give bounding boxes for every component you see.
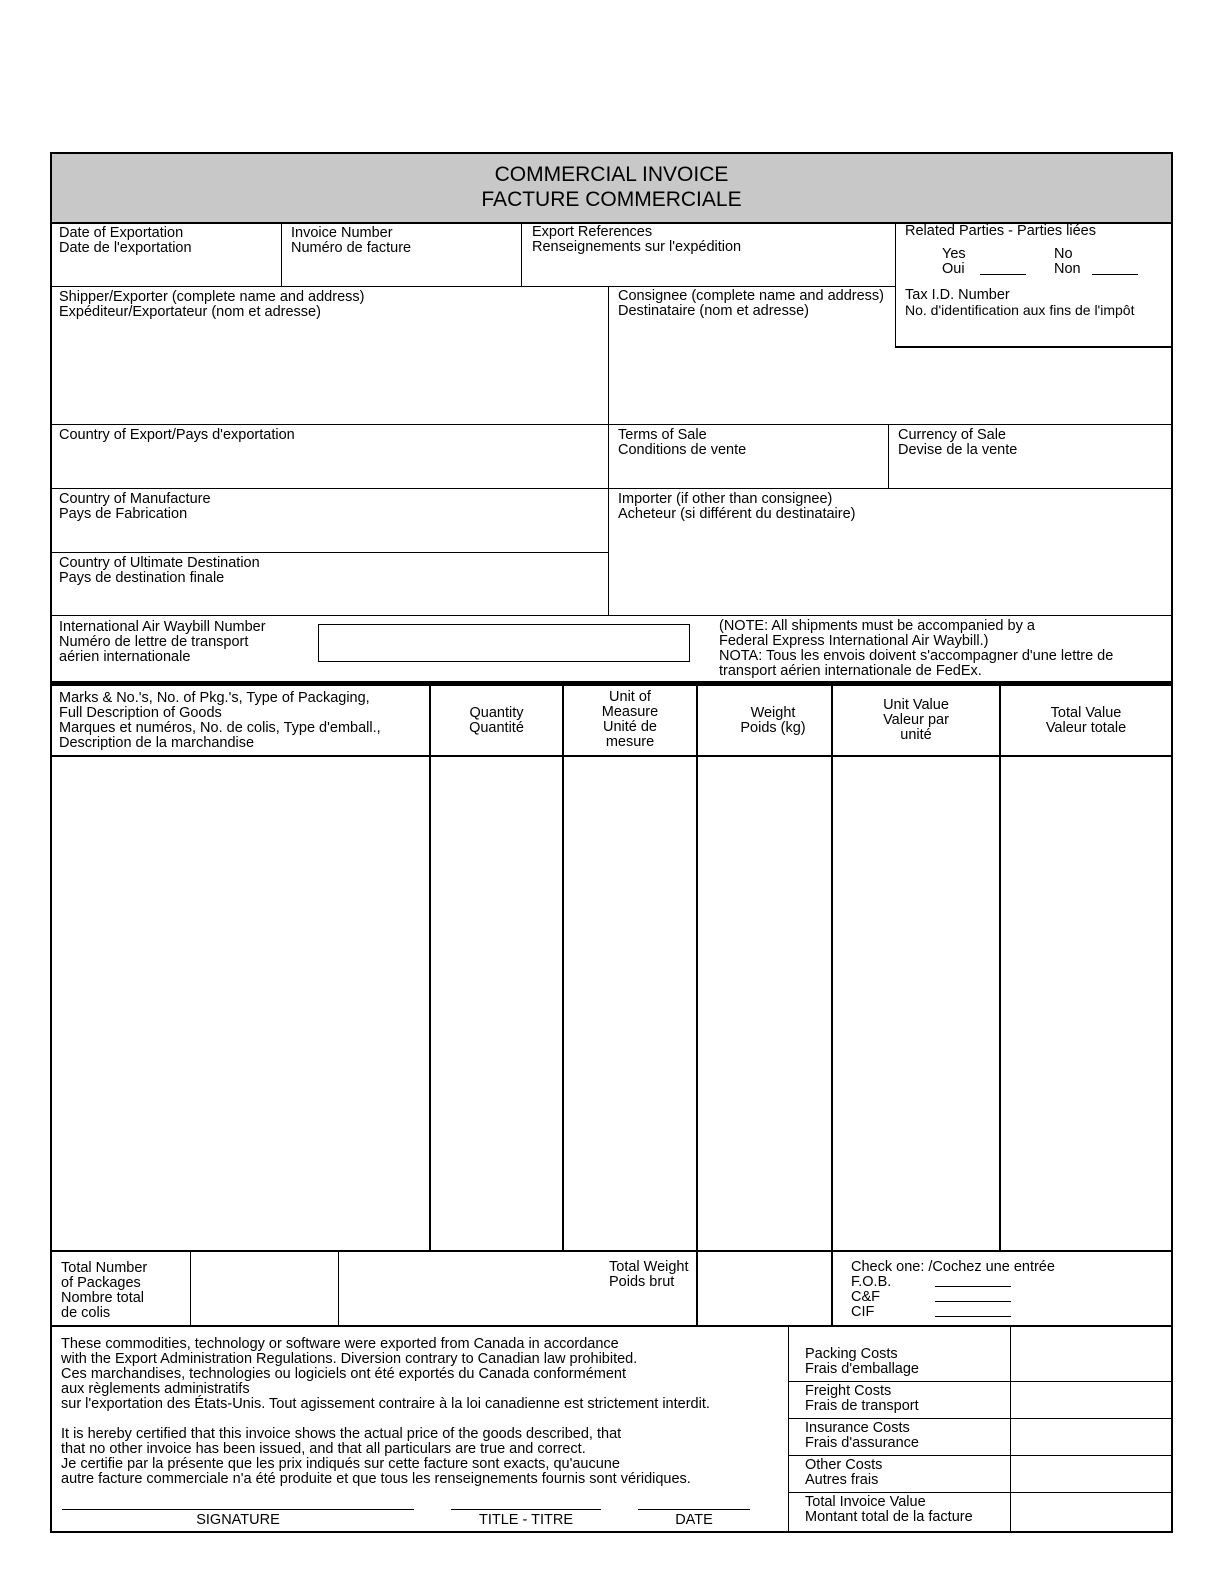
total-packages-input[interactable] xyxy=(191,1252,338,1325)
importer-label-en: Importer (if other than consignee) xyxy=(618,491,833,507)
country-export-label: Country of Export/Pays d'exportation xyxy=(59,427,295,443)
total-invoice-value-label xyxy=(789,1493,1010,1531)
goods-col-description-header xyxy=(52,686,429,755)
desc-header-1: Marks & No.'s, No. of Pkg.'s, Type of Packaging, xyxy=(59,690,370,706)
desc-header-3: Marques et numéros, No. de colis, Type d'emball., xyxy=(59,720,381,736)
country-manufacture-label-en: Country of Manufacture xyxy=(59,491,211,507)
unit-value-header-1: Unit Value xyxy=(883,697,949,713)
goods-col-unit-value-header xyxy=(833,686,999,755)
date-line[interactable] xyxy=(638,1509,750,1510)
fob-checkline[interactable] xyxy=(935,1286,1011,1287)
no-checkline[interactable] xyxy=(1092,274,1138,275)
declaration-p1-4: aux règlements administratifs xyxy=(61,1381,250,1397)
currency-sale-label-fr: Devise de la vente xyxy=(898,442,1018,458)
consignee-label-en: Consignee (complete name and address) xyxy=(618,288,884,304)
goods-col-weight-header xyxy=(698,686,831,755)
unit-header-2: Measure xyxy=(601,704,659,720)
total-weight-input[interactable] xyxy=(698,1252,831,1325)
tax-id-label-fr: No. d'identification aux fins de l'impôt xyxy=(905,302,1135,318)
declaration-p2-1: It is hereby certified that this invoice shows the actual price of the goods described, that xyxy=(61,1426,622,1442)
importer-label-fr: Acheteur (si différent du destinataire) xyxy=(618,506,856,522)
goods-col-quantity-header xyxy=(431,686,562,755)
unit-header-4: mesure xyxy=(605,734,655,750)
cif-checkline[interactable] xyxy=(935,1316,1011,1317)
invoice-number-label-en: Invoice Number xyxy=(291,225,393,241)
total-packages-2: of Packages xyxy=(61,1275,141,1291)
other-costs-fr: Autres frais xyxy=(805,1472,879,1488)
yes-label-fr: Oui xyxy=(942,261,965,277)
waybill-label-2: Numéro de lettre de transport xyxy=(59,634,249,650)
desc-header-2: Full Description of Goods xyxy=(59,705,222,721)
invoice-number-field[interactable] xyxy=(282,224,521,286)
importer-field[interactable] xyxy=(609,489,1171,615)
shipper-exporter-field[interactable] xyxy=(52,287,608,424)
currency-of-sale-field[interactable] xyxy=(889,425,1171,488)
goods-total-value-cell[interactable] xyxy=(1001,757,1171,1250)
declaration-p2-4: autre facture commerciale n'a été produite et que tous les renseignements fournis sont véridiques. xyxy=(61,1471,691,1487)
goods-col-unit-header xyxy=(564,686,696,755)
goods-unit-value-cell[interactable] xyxy=(833,757,999,1250)
unit-header-1: Unit of xyxy=(609,689,651,705)
goods-quantity-cell[interactable] xyxy=(431,757,562,1250)
total-value-header-2: Valeur totale xyxy=(1045,720,1127,736)
insurance-costs-fr: Frais d'assurance xyxy=(805,1435,919,1451)
check-one-label: Check one: /Cochez une entrée xyxy=(851,1259,1055,1275)
declaration-p1-5: sur l'exportation des États-Unis. Tout agissement contraire à la loi canadienne est strictement interdit. xyxy=(61,1396,710,1412)
unit-header-3: Unité de xyxy=(602,719,657,735)
desc-header-4: Description de la marchandise xyxy=(59,735,255,751)
consignee-field[interactable] xyxy=(609,287,895,424)
total-packages-4: de colis xyxy=(61,1305,111,1321)
insurance-costs-en: Insurance Costs xyxy=(805,1420,910,1436)
total-invoice-fr: Montant total de la facture xyxy=(805,1509,973,1525)
waybill-label-3: aérien internationale xyxy=(59,649,191,665)
title-fr: FACTURE COMMERCIALE xyxy=(481,188,742,211)
related-parties-field xyxy=(896,224,1171,284)
country-manufacture-label-fr: Pays de Fabrication xyxy=(59,506,188,522)
freight-costs-input[interactable] xyxy=(1011,1382,1171,1418)
weight-header-2: Poids (kg) xyxy=(740,720,806,736)
export-references-label-en: Export References xyxy=(532,224,653,240)
title-line[interactable] xyxy=(451,1509,601,1510)
title-en: COMMERCIAL INVOICE xyxy=(494,163,729,186)
country-of-export-field[interactable] xyxy=(52,425,608,488)
export-references-label-fr: Renseignements sur l'expédition xyxy=(532,239,742,255)
goods-col-total-value-header xyxy=(1001,686,1171,755)
tax-id-label-en: Tax I.D. Number xyxy=(905,287,1010,303)
packing-costs-label xyxy=(789,1327,1010,1381)
fob-label: F.O.B. xyxy=(851,1274,892,1290)
signature-label: SIGNATURE xyxy=(196,1512,280,1528)
packing-costs-en: Packing Costs xyxy=(805,1346,898,1362)
cf-label: C&F xyxy=(851,1289,880,1305)
country-of-destination-field[interactable] xyxy=(52,553,608,615)
country-destination-label-en: Country of Ultimate Destination xyxy=(59,555,260,571)
signature-line[interactable] xyxy=(62,1509,414,1510)
cf-checkline[interactable] xyxy=(935,1301,1011,1302)
unit-value-header-3: unité xyxy=(900,727,932,743)
no-label-en: No xyxy=(1054,246,1073,262)
freight-costs-en: Freight Costs xyxy=(805,1383,892,1399)
check-one-section xyxy=(833,1252,1171,1325)
declaration-p2-3: Je certifie par la présente que les prix indiqués sur cette facture sont exacts, qu'aucune xyxy=(61,1456,620,1472)
yes-checkline[interactable] xyxy=(980,274,1026,275)
shipper-label-fr: Expéditeur/Exportateur (nom et adresse) xyxy=(59,304,321,320)
waybill-note-1: (NOTE: All shipments must be accompanied by a xyxy=(719,618,1035,634)
freight-costs-label xyxy=(789,1382,1010,1418)
packing-costs-input[interactable] xyxy=(1011,1327,1171,1381)
waybill-note-4: transport aérien internationale de FedEx. xyxy=(719,663,982,679)
insurance-costs-label xyxy=(789,1419,1010,1455)
goods-unit-cell[interactable] xyxy=(564,757,696,1250)
invoice-number-label-fr: Numéro de facture xyxy=(291,240,412,256)
goods-description-cell[interactable] xyxy=(52,757,429,1250)
total-packages-label-cell xyxy=(52,1252,190,1325)
date-export-label-en: Date of Exportation xyxy=(59,225,184,241)
total-invoice-en: Total Invoice Value xyxy=(805,1494,926,1510)
yes-label-en: Yes xyxy=(942,246,966,262)
insurance-costs-input[interactable] xyxy=(1011,1419,1171,1455)
other-costs-en: Other Costs xyxy=(805,1457,883,1473)
country-of-manufacture-field[interactable] xyxy=(52,489,608,552)
waybill-label-1: International Air Waybill Number xyxy=(59,619,266,635)
consignee-label-fr: Destinataire (nom et adresse) xyxy=(618,303,809,319)
waybill-note-2: Federal Express International Air Waybill.) xyxy=(719,633,989,649)
date-of-exportation-field[interactable] xyxy=(52,224,281,286)
terms-sale-label-fr: Conditions de vente xyxy=(618,442,747,458)
currency-sale-label-en: Currency of Sale xyxy=(898,427,1006,443)
other-costs-input[interactable] xyxy=(1011,1456,1171,1492)
total-invoice-value-input[interactable] xyxy=(1011,1493,1171,1531)
declaration-p1-3: Ces marchandises, technologies ou logiciels ont été exportés du Canada conformément xyxy=(61,1366,627,1382)
export-references-field[interactable] xyxy=(522,224,895,286)
form-title xyxy=(52,154,1171,223)
weight-header-1: Weight xyxy=(750,705,796,721)
total-weight-2: Poids brut xyxy=(609,1274,675,1290)
total-weight-1: Total Weight xyxy=(609,1259,689,1275)
waybill-note-3: NOTA: Tous les envois doivent s'accompagner d'une lettre de xyxy=(719,648,1114,664)
qty-header-2: Quantité xyxy=(469,720,524,736)
packing-costs-fr: Frais d'emballage xyxy=(805,1361,919,1377)
related-parties-label: Related Parties - Parties liées xyxy=(905,223,1096,239)
total-packages-1: Total Number xyxy=(61,1260,148,1276)
cif-label: CIF xyxy=(851,1304,875,1320)
goods-weight-cell[interactable] xyxy=(698,757,831,1250)
waybill-number-input[interactable] xyxy=(318,624,690,662)
total-weight-label-cell xyxy=(339,1252,696,1325)
no-label-fr: Non xyxy=(1054,261,1081,277)
date-export-label-fr: Date de l'exportation xyxy=(59,240,192,256)
total-value-header-1: Total Value xyxy=(1050,705,1122,721)
country-destination-label-fr: Pays de destination finale xyxy=(59,570,225,586)
declaration-p2-2: that no other invoice has been issued, and that all particulars are true and correct. xyxy=(61,1441,586,1457)
declaration-section xyxy=(52,1327,788,1531)
declaration-p1-1: These commodities, technology or software were exported from Canada in accordance xyxy=(61,1336,619,1352)
other-costs-label xyxy=(789,1456,1010,1492)
unit-value-header-2: Valeur par xyxy=(883,712,949,728)
tax-id-field[interactable] xyxy=(896,287,1171,346)
declaration-p1-2: with the Export Administration Regulations. Diversion contrary to Canadian law prohibited. xyxy=(61,1351,638,1367)
title-label: TITLE - TITRE xyxy=(479,1512,573,1528)
qty-header-1: Quantity xyxy=(469,705,524,721)
freight-costs-fr: Frais de transport xyxy=(805,1398,919,1414)
date-label: DATE xyxy=(675,1512,713,1528)
terms-of-sale-field[interactable] xyxy=(609,425,888,488)
total-packages-3: Nombre total xyxy=(61,1290,145,1306)
terms-sale-label-en: Terms of Sale xyxy=(618,427,707,443)
shipper-label-en: Shipper/Exporter (complete name and address) xyxy=(59,289,365,305)
waybill-section xyxy=(52,616,1171,681)
